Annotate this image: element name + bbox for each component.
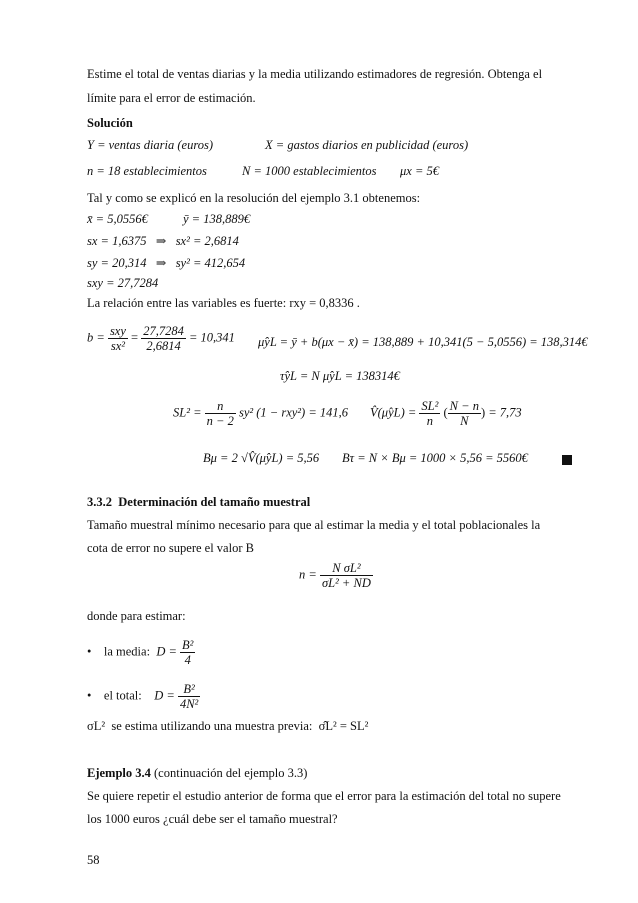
intro-line-2: límite para el error de estimación.: [87, 91, 256, 105]
bullet-total-fraction: [178, 682, 200, 711]
V-fraction-1: [419, 399, 440, 428]
page-number: 58: [87, 853, 100, 867]
mu-definition: μx = 5€: [400, 164, 440, 178]
section-text-1: Tamaño muestral mínimo necesario para que al estimar la media y el total poblacionales la: [87, 518, 541, 532]
SL-den: n − 2: [206, 414, 234, 428]
example-heading-rest: (continuación del ejemplo 3.3): [150, 766, 308, 780]
bullet-media-fraction: [180, 638, 195, 667]
bullet-total: [87, 682, 200, 711]
example-text-1: Se quiere repetir el estudio anterior de forma que el error para la estimación del total no supere: [87, 789, 561, 803]
example-text-2: los 1000 euros ¿cuál debe ser el tamaño muestral?: [87, 812, 338, 826]
b-lhs: b =: [87, 330, 105, 345]
example-heading: [87, 766, 307, 781]
example31-text: Tal y como se explicó en la resolución del ejemplo 3.1 obtenemos:: [87, 191, 421, 205]
example-heading-bold: Ejemplo 3.4: [87, 766, 151, 780]
donde-text: donde para estimar:: [87, 609, 186, 623]
y-definition: Y = ventas diaria (euros): [87, 138, 214, 152]
bullet-total-lhs: D =: [154, 688, 175, 703]
b-fraction-1: [108, 324, 128, 353]
V-num-2: N − n: [449, 399, 479, 413]
V-num-1: SL²: [421, 399, 439, 413]
b-formula: b = $\frac{\text{sxy}}{\text{sx²}}$ = $\frac{27,7284}{2,6814}$ = 10,341: [87, 324, 235, 353]
bullet-total-den: 4N²: [179, 697, 199, 711]
qed-square-icon: [562, 455, 572, 465]
bullet-total-num: B²: [178, 682, 200, 697]
sy-values: sy = 20,314 ⇒ sy² = 412,654: [87, 256, 246, 270]
b-num-2: 27,7284: [143, 324, 184, 338]
V-fraction-2: [448, 399, 481, 428]
bullet-media-label: la media:: [103, 644, 151, 659]
sigma-estimate-text: σL² se estima utilizando una muestra previa: σ̂L² = SL²: [87, 719, 369, 733]
V-den-1: n: [426, 414, 434, 428]
bullet-media: [87, 638, 195, 667]
relation-text: La relación entre las variables es fuerte: rxy = 0,8336 .: [87, 296, 360, 310]
V-result: = 7,73: [488, 405, 522, 420]
b-fraction-2: [141, 324, 186, 353]
n-fraction: [320, 561, 373, 590]
ybar-value: ȳ = 138,889€: [183, 212, 251, 226]
b-den-2: 2,6814: [146, 339, 181, 353]
n-num: N σL²: [320, 561, 373, 576]
section-heading: 3.3.2 Determinación del tamaño muestral: [87, 495, 311, 509]
n-lhs: n =: [299, 567, 317, 582]
section-text-2: cota de error no supere el valor B: [87, 541, 254, 555]
b-den-1: sx²: [110, 339, 125, 353]
bullet-dot-icon: •: [87, 688, 92, 703]
bullet-media-lhs: D =: [156, 644, 177, 659]
SL-fraction: [205, 399, 236, 428]
bullet-total-label: el total:: [103, 688, 142, 703]
bullet-media-num: B²: [182, 638, 194, 652]
n-den: σL² + ND: [321, 576, 371, 590]
sx-values: sx = 1,6375 ⇒ sx² = 2,6814: [87, 234, 239, 248]
SL-num: n: [205, 399, 236, 414]
bullet-media-den: 4: [184, 653, 191, 667]
bullet-dot-icon: •: [87, 644, 92, 659]
B-tau-formula: Bτ = N × Bμ = 1000 × 5,56 = 5560€: [342, 451, 528, 465]
xbar-value: x̄ = 5,0556€: [87, 212, 148, 226]
sxy-value: sxy = 27,7284: [87, 276, 159, 290]
b-result: = 10,341: [188, 330, 235, 345]
tau-estimate: τ̂yL = N μ̂yL = 138314€: [280, 369, 400, 383]
V-lhs: V̂(μ̂yL) =: [370, 405, 417, 420]
solution-heading: Solución: [87, 116, 133, 130]
V-den-2: N: [460, 414, 469, 428]
SL-rest: sy² (1 − rxy²) = 141,6: [238, 405, 349, 420]
SL-formula: [173, 399, 348, 428]
mu-regression-estimate: μ̂yL = ȳ + b(μx − x̄) = 138,889 + 10,341(5 − 5,0556) = 138,314€: [258, 335, 588, 349]
n-formula: [299, 561, 373, 590]
n-definition: n = 18 establecimientos: [87, 164, 207, 178]
SL-lhs: SL² =: [173, 405, 202, 420]
b-num-1: sxy: [109, 324, 126, 338]
V-formula: V̂(μ̂yL) = $\frac{\text{SL²}}{n}$ ( $\frac{N - n}{N}$ ) = 7,73: [370, 399, 522, 428]
B-mu-formula: Bμ = 2 √V̂(μ̂yL) = 5,56: [203, 451, 320, 465]
x-definition: X = gastos diarios en publicidad (euros): [265, 138, 469, 152]
N-definition: N = 1000 establecimientos: [242, 164, 377, 178]
intro-line-1: Estime el total de ventas diarias y la media utilizando estimadores de regresión. Obtenga el: [87, 67, 543, 81]
